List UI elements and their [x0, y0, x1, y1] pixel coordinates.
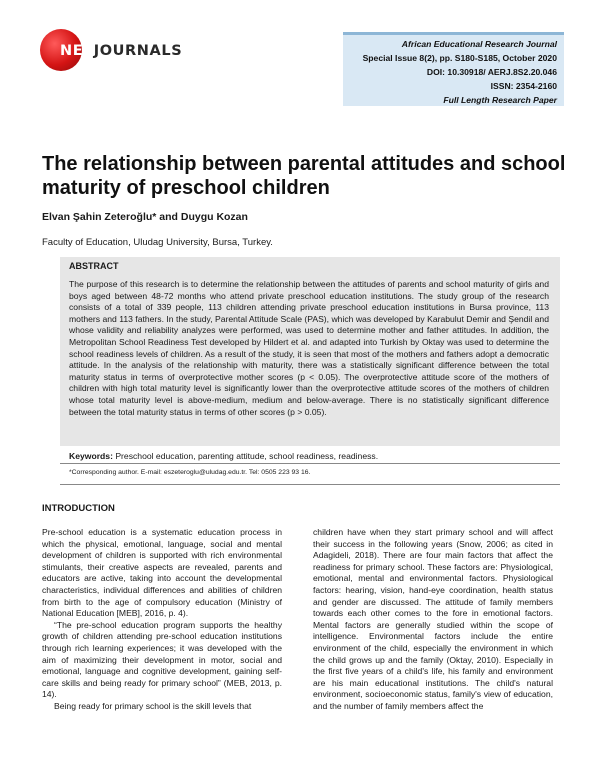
- journal-name: African Educational Research Journal: [401, 39, 557, 49]
- intro-paragraph: Pre-school education is a systematic education process in which the physical, emotional, language, social and mental development of children is supported with rich environmental stimulants, their creative aspects are revealed, parents and educators are active, taking into account the developmental characteristics, individual differences and abilities of children from birth to the age of compulsory education (Ministry of National Education [MEB], 2016, p. 4).: [42, 527, 282, 619]
- keywords: [69, 451, 378, 461]
- journal-info-box: [343, 32, 564, 106]
- journal-issue: Special Issue 8(2), pp. S180-S185, October 2020: [362, 53, 557, 63]
- intro-paragraph: “The pre-school education program supports the healthy growth of children attending pre-school education institutions through rich learning experiences; it was developed with the aim of maximizing their development in motor, social and emotional, language and cognitive development, gaining self-care skills and being ready for primary school” (MEB, 2013, p. 14).: [42, 619, 282, 700]
- intro-paragraph: children have when they start primary school and will affect their success in the following years (Snow, 2006; as cited in Adagideli, 2018). There are four main factors that affect the readiness for primary school. These factors are: Physiological, emotional, mental and environmental factors. Physiological factors: hearing, vision, hand-eye coordination, health status and gender are discussed. The attitude of family members towards each other comes to the fore in emotional factors. Mental factors are generally studied within the scope of intelligence. Environmental factors include the entire environment of the child, especially the environment in which the child grows up and the family (Oktay, 2010). Especially in the first five years of a child's life, his family and environment are his main educational institutions. The child's natural environment, socioeconomic status, family's view of education, and the number of family members affect the: [313, 527, 553, 711]
- introduction-heading: INTRODUCTION: [42, 503, 115, 514]
- intro-paragraph: Being ready for primary school is the skill levels that: [54, 700, 252, 711]
- intro-left-column: [42, 527, 282, 713]
- abstract-heading: ABSTRACT: [69, 261, 119, 271]
- journal-issn: ISSN: 2354-2160: [490, 81, 557, 91]
- keywords-label: Keywords:: [69, 451, 113, 461]
- divider: [60, 484, 560, 485]
- paper-title: The relationship between parental attitudes and school maturity of preschool children: [42, 153, 566, 199]
- abstract-text: The purpose of this research is to determine the relationship between the attitudes of parents and school maturity of girls and boys aged between 48-72 months who attend private preschool education institutions. The study group of the research consists of a total of 339 people, 113 children attending private preschool education institutions in Bursa province, 113 mothers and 113 fathers. In the study, Parental Attitude Scale (PAS), which was developed by Karabulut Demir and Şendil and whose validity and reliability analyzes were performed, was used to determine mother and father attitudes. In addition, the Metropolitan School Readiness Test developed by Hildert et al. and adapted into Turkish by Oktay was used to determine the school readiness levels of children. As a result of the study, it is seen that most of the mothers and fathers adopt a democratic attitude. In the analysis of the relationship with maturity, there was a statistically significant difference between the total maturity status in terms of overprotective mother scores (p < 0.05). The overprotective attitude score of the mothers of children with high total maturity level is significantly lower than the overprotective attitude scores of the mothers of children whose total maturity level is above-medium, medium and below-average. There is no statistically significant difference between the total maturity status in terms of other scores (p > 0.05).: [69, 279, 549, 417]
- divider: [60, 463, 560, 464]
- intro-right-column: [313, 527, 553, 713]
- publisher-logo: [40, 29, 215, 74]
- logo-wordmark: NETJOURNALS: [60, 43, 183, 59]
- author-affiliation: Faculty of Education, Uludag University, Bursa, Turkey.: [42, 237, 273, 248]
- abstract-box: [60, 257, 560, 446]
- keywords-list: Preschool education, parenting attitude, school readiness, readiness.: [115, 451, 379, 461]
- paper-type: Full Length Research Paper: [443, 95, 557, 105]
- paper-authors: Elvan Şahin Zeteroğlu* and Duygu Kozan: [42, 211, 248, 223]
- corresponding-author: *Corresponding author. E-mail: eszeteroglu@uludag.edu.tr. Tel: 0505 223 93 16.: [69, 469, 311, 476]
- journal-doi: DOI: 10.30918/ AERJ.8S2.20.046: [426, 67, 557, 77]
